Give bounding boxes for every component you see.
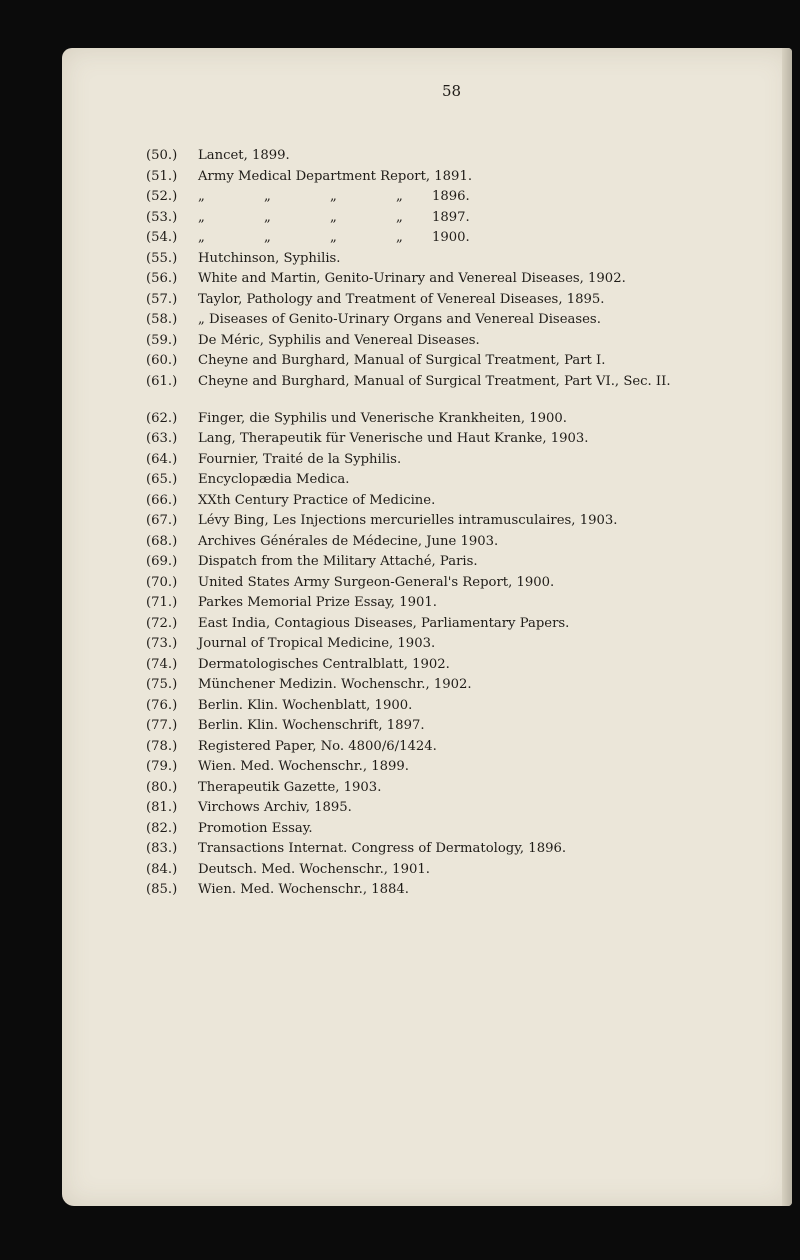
reference-item bbox=[146, 208, 706, 229]
ditto-mark: „ bbox=[264, 209, 271, 225]
reference-text: „ Diseases of Genito-Urinary Organs and Venereal Diseases. bbox=[198, 312, 601, 327]
reference-item bbox=[146, 737, 706, 758]
reference-text: XXth Century Practice of Medicine. bbox=[198, 492, 436, 508]
reference-item bbox=[146, 552, 706, 573]
reference-text: 1896. bbox=[432, 189, 470, 204]
reference-number: (68.) bbox=[146, 533, 178, 549]
reference-text: Deutsch. Med. Wochenschr., 1901. bbox=[198, 861, 430, 877]
reference-item bbox=[146, 491, 706, 512]
reference-number: (58.) bbox=[146, 312, 178, 327]
reference-item bbox=[146, 839, 706, 860]
reference-text: Virchows Archiv, 1895. bbox=[198, 800, 352, 815]
reference-number: (69.) bbox=[146, 554, 178, 569]
reference-text: Wien. Med. Wochenschr., 1884. bbox=[198, 882, 409, 897]
reference-number: (57.) bbox=[146, 291, 178, 307]
reference-text: Registered Paper, No. 4800/6/1424. bbox=[198, 738, 437, 754]
reference-text: Cheyne and Burghard, Manual of Surgical Treatment, Part VI., Sec. II. bbox=[198, 373, 671, 389]
reference-number: (73.) bbox=[146, 636, 178, 651]
reference-text: Dispatch from the Military Attaché, Paris. bbox=[198, 554, 478, 569]
reference-item bbox=[146, 716, 706, 737]
reference-item bbox=[146, 593, 706, 614]
reference-text: Lévy Bing, Les Injections mercurielles intramusculaires, 1903. bbox=[198, 513, 618, 528]
reference-number: (59.) bbox=[146, 332, 178, 348]
reference-number: (63.) bbox=[146, 431, 178, 446]
reference-item bbox=[146, 146, 706, 167]
reference-item bbox=[146, 860, 706, 881]
reference-item bbox=[146, 696, 706, 717]
reference-item bbox=[146, 655, 706, 676]
reference-text: Journal of Tropical Medicine, 1903. bbox=[198, 636, 436, 651]
reference-text: White and Martin, Genito-Urinary and Venereal Diseases, 1902. bbox=[198, 271, 626, 286]
reference-number: (60.) bbox=[146, 353, 178, 368]
reference-number: (78.) bbox=[146, 738, 178, 754]
reference-item bbox=[146, 819, 706, 840]
reference-number: (55.) bbox=[146, 250, 178, 266]
reference-number: (65.) bbox=[146, 472, 178, 487]
reference-number: (66.) bbox=[146, 492, 178, 508]
ditto-mark: „ bbox=[264, 189, 271, 204]
reference-number: (51.) bbox=[146, 168, 178, 184]
ditto-mark: „ bbox=[198, 230, 205, 245]
reference-item bbox=[146, 757, 706, 778]
reference-item bbox=[146, 228, 706, 249]
reference-text: Transactions Internat. Congress of Dermatology, 1896. bbox=[198, 841, 567, 856]
reference-number: (79.) bbox=[146, 759, 178, 774]
reference-text: Lancet, 1899. bbox=[198, 148, 290, 163]
ditto-mark: „ bbox=[396, 209, 403, 225]
ditto-mark: „ bbox=[330, 230, 337, 245]
reference-text: Promotion Essay. bbox=[198, 820, 313, 836]
reference-item bbox=[146, 167, 706, 188]
reference-item bbox=[146, 778, 706, 799]
reference-list bbox=[146, 146, 706, 901]
reference-number: (64.) bbox=[146, 451, 178, 467]
reference-item bbox=[146, 269, 706, 290]
reference-item bbox=[146, 511, 706, 532]
reference-item bbox=[146, 450, 706, 471]
reference-number: (84.) bbox=[146, 861, 178, 877]
ditto-marks bbox=[198, 228, 470, 249]
reference-number: (82.) bbox=[146, 820, 178, 836]
reference-number: (75.) bbox=[146, 677, 178, 692]
reference-number: (77.) bbox=[146, 718, 178, 733]
reference-text: 1900. bbox=[432, 230, 470, 245]
ditto-mark: „ bbox=[330, 189, 337, 204]
reference-item bbox=[146, 331, 706, 352]
ditto-mark: „ bbox=[198, 209, 205, 225]
reference-number: (67.) bbox=[146, 513, 178, 528]
reference-text: Encyclopædia Medica. bbox=[198, 472, 350, 487]
reference-number: (72.) bbox=[146, 615, 178, 631]
reference-text: Taylor, Pathology and Treatment of Venereal Diseases, 1895. bbox=[198, 291, 605, 307]
reference-item bbox=[146, 372, 706, 409]
reference-item bbox=[146, 614, 706, 635]
reference-number: (56.) bbox=[146, 271, 178, 286]
reference-number: (85.) bbox=[146, 882, 178, 897]
reference-number: (76.) bbox=[146, 697, 178, 713]
page-number: 58 bbox=[442, 82, 462, 100]
reference-text: Army Medical Department Report, 1891. bbox=[198, 168, 473, 184]
reference-text: Münchener Medizin. Wochenschr., 1902. bbox=[198, 677, 472, 692]
reference-item bbox=[146, 634, 706, 655]
reference-text: Berlin. Klin. Wochenschrift, 1897. bbox=[198, 718, 425, 733]
reference-number: (74.) bbox=[146, 656, 178, 672]
reference-number: (52.) bbox=[146, 189, 178, 204]
reference-number: (80.) bbox=[146, 779, 178, 795]
reference-item bbox=[146, 187, 706, 208]
reference-item bbox=[146, 675, 706, 696]
reference-item bbox=[146, 880, 706, 901]
reference-text: De Méric, Syphilis and Venereal Diseases. bbox=[198, 332, 480, 348]
reference-item bbox=[146, 573, 706, 594]
reference-text: Wien. Med. Wochenschr., 1899. bbox=[198, 759, 409, 774]
reference-text: Cheyne and Burghard, Manual of Surgical Treatment, Part I. bbox=[198, 353, 606, 368]
reference-text: Dermatologisches Centralblatt, 1902. bbox=[198, 656, 450, 672]
reference-item bbox=[146, 290, 706, 311]
reference-number: (53.) bbox=[146, 209, 178, 225]
reference-number: (62.) bbox=[146, 410, 178, 426]
ditto-mark: „ bbox=[264, 230, 271, 245]
reference-item bbox=[146, 429, 706, 450]
reference-item bbox=[146, 249, 706, 270]
ditto-mark: „ bbox=[198, 189, 205, 204]
reference-number: (81.) bbox=[146, 800, 178, 815]
reference-item bbox=[146, 532, 706, 553]
reference-item bbox=[146, 310, 706, 331]
reference-text: Hutchinson, Syphilis. bbox=[198, 250, 341, 266]
reference-text: Finger, die Syphilis und Venerische Krankheiten, 1900. bbox=[198, 410, 567, 426]
ditto-marks bbox=[198, 208, 470, 229]
reference-text: Therapeutik Gazette, 1903. bbox=[198, 779, 382, 795]
reference-text: Parkes Memorial Prize Essay, 1901. bbox=[198, 595, 437, 610]
reference-number: (83.) bbox=[146, 841, 178, 856]
page-spine bbox=[782, 48, 792, 1206]
reference-text: Archives Générales de Médecine, June 1903. bbox=[198, 533, 499, 549]
reference-number: (70.) bbox=[146, 574, 178, 590]
reference-text: East India, Contagious Diseases, Parliamentary Papers. bbox=[198, 615, 570, 631]
reference-item bbox=[146, 798, 706, 819]
reference-text: Berlin. Klin. Wochenblatt, 1900. bbox=[198, 697, 413, 713]
reference-item bbox=[146, 470, 706, 491]
reference-number: (50.) bbox=[146, 148, 178, 163]
ditto-marks bbox=[198, 187, 470, 208]
reference-number: (61.) bbox=[146, 373, 178, 389]
reference-text: Lang, Therapeutik für Venerische und Haut Kranke, 1903. bbox=[198, 431, 589, 446]
reference-item bbox=[146, 351, 706, 372]
ditto-mark: „ bbox=[396, 230, 403, 245]
ditto-mark: „ bbox=[330, 209, 337, 225]
ditto-mark: „ bbox=[396, 189, 403, 204]
reference-text: Fournier, Traité de la Syphilis. bbox=[198, 451, 402, 467]
reference-text: United States Army Surgeon-General's Report, 1900. bbox=[198, 574, 555, 590]
reference-text: 1897. bbox=[432, 209, 470, 225]
reference-number: (54.) bbox=[146, 230, 178, 245]
reference-item bbox=[146, 409, 706, 430]
reference-number: (71.) bbox=[146, 595, 178, 610]
